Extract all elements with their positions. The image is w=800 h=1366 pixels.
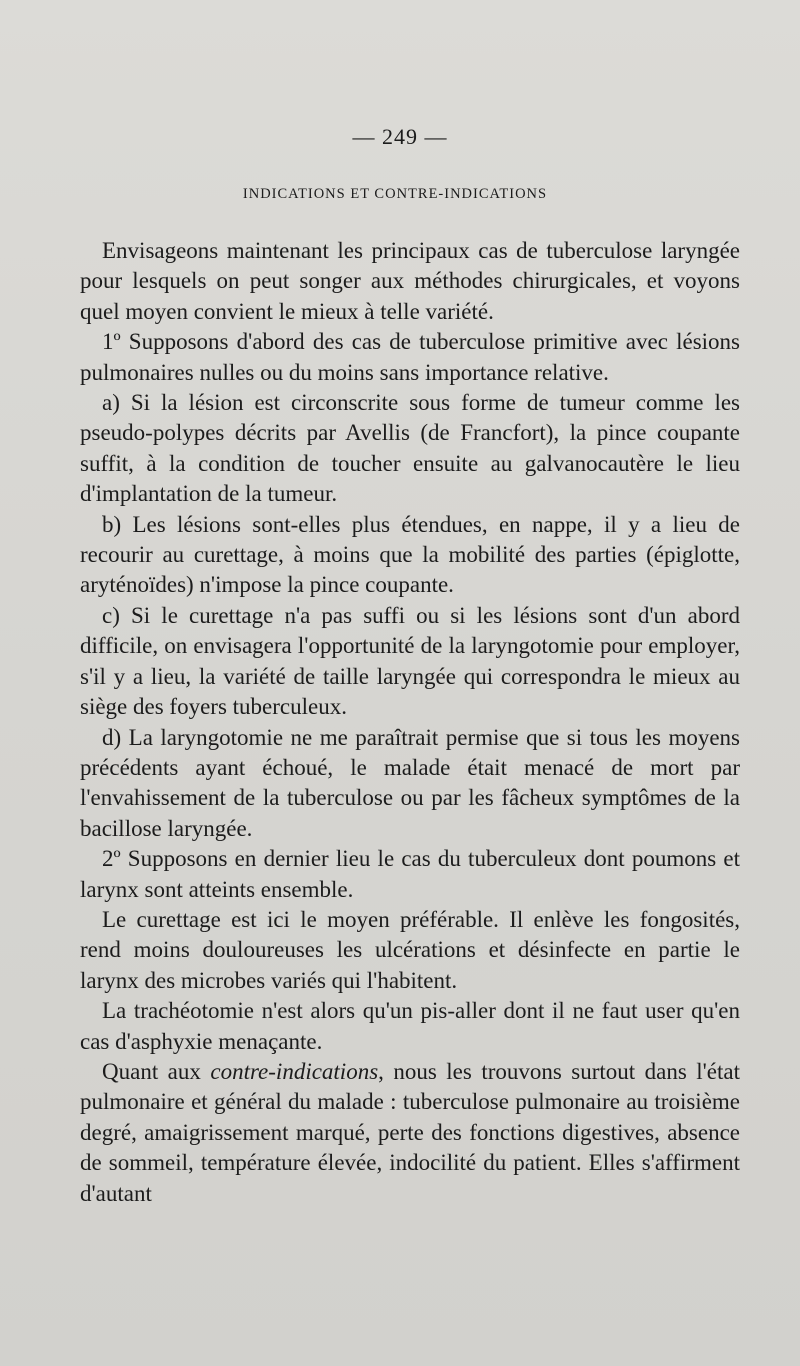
paragraph-contre-indications bbox=[80, 1057, 740, 1209]
paragraph-case-2: 2º Supposons en dernier lieu le cas du tuberculeux dont poumons et larynx sont atteints ensemble. bbox=[80, 846, 740, 902]
paragraph-case-1a: a) Si la lésion est circonscrite sous forme de tumeur comme les pseudo-polypes décrits par Avellis (de Francfort), la pince coupante suffit, à la condition de toucher ensuite au galvanocautère le lieu d'implantation de la tumeur. bbox=[80, 390, 740, 507]
page-number: — 249 — bbox=[352, 124, 448, 149]
running-head: INDICATIONS ET CONTRE-INDICATIONS bbox=[242, 186, 548, 202]
paragraph-tracheotomie: La trachéotomie n'est alors qu'un pis-aller dont il ne faut user qu'en cas d'asphyxie menaçante. bbox=[80, 998, 740, 1054]
text-after: , nous les trouvons surtout dans l'état pulmonaire et général du malade : tuberculose pulmonaire au troisième degré, amaigrissement marqué, perte des fonctions digestives, absence de sommeil, température élevée, indocilité du patient. Elles s'affirment d'autant bbox=[80, 1058, 740, 1206]
paragraph-case-1c: c) Si le curettage n'a pas suffi ou si les lésions sont d'un abord difficile, on envisagera l'opportunité de la laryngotomie pour employer, s'il y a lieu, la variété de taille laryngée qui correspondra le mieux au siège des foyers tuberculeux. bbox=[80, 602, 740, 720]
emphasis-contre-indications: contre-indications bbox=[210, 1058, 379, 1084]
text-before: Quant aux bbox=[102, 1058, 211, 1084]
paragraph-case-1: 1º Supposons d'abord des cas de tuberculose primitive avec lésions pulmonaires nulles ou du moins sans importance relative. bbox=[80, 329, 740, 385]
body-text bbox=[80, 236, 740, 1209]
paragraph-case-1d: d) La laryngotomie ne me paraîtrait permise que si tous les moyens précédents ayant échoué, le malade était menacé de mort par l'envahissement de la tuberculose ou par les fâcheux symptômes de la bacillose laryngée. bbox=[80, 724, 740, 841]
paragraph-case-1b: b) Les lésions sont-elles plus étendues, en nappe, il y a lieu de recourir au curettage, à moins que la mobilité des parties (épiglotte, aryténoïdes) n'impose la pince coupante. bbox=[80, 511, 740, 598]
paragraph-intro: Envisageons maintenant les principaux cas de tuberculose laryngée pour lesquels on peut songer aux méthodes chirurgicales, et voyons quel moyen convient le mieux à telle variété. bbox=[80, 238, 740, 324]
paragraph-curettage: Le curettage est ici le moyen préférable. Il enlève les fongosités, rend moins douloureuses les ulcérations et désinfecte en partie le larynx des microbes variés qui l'habitent. bbox=[80, 906, 740, 993]
